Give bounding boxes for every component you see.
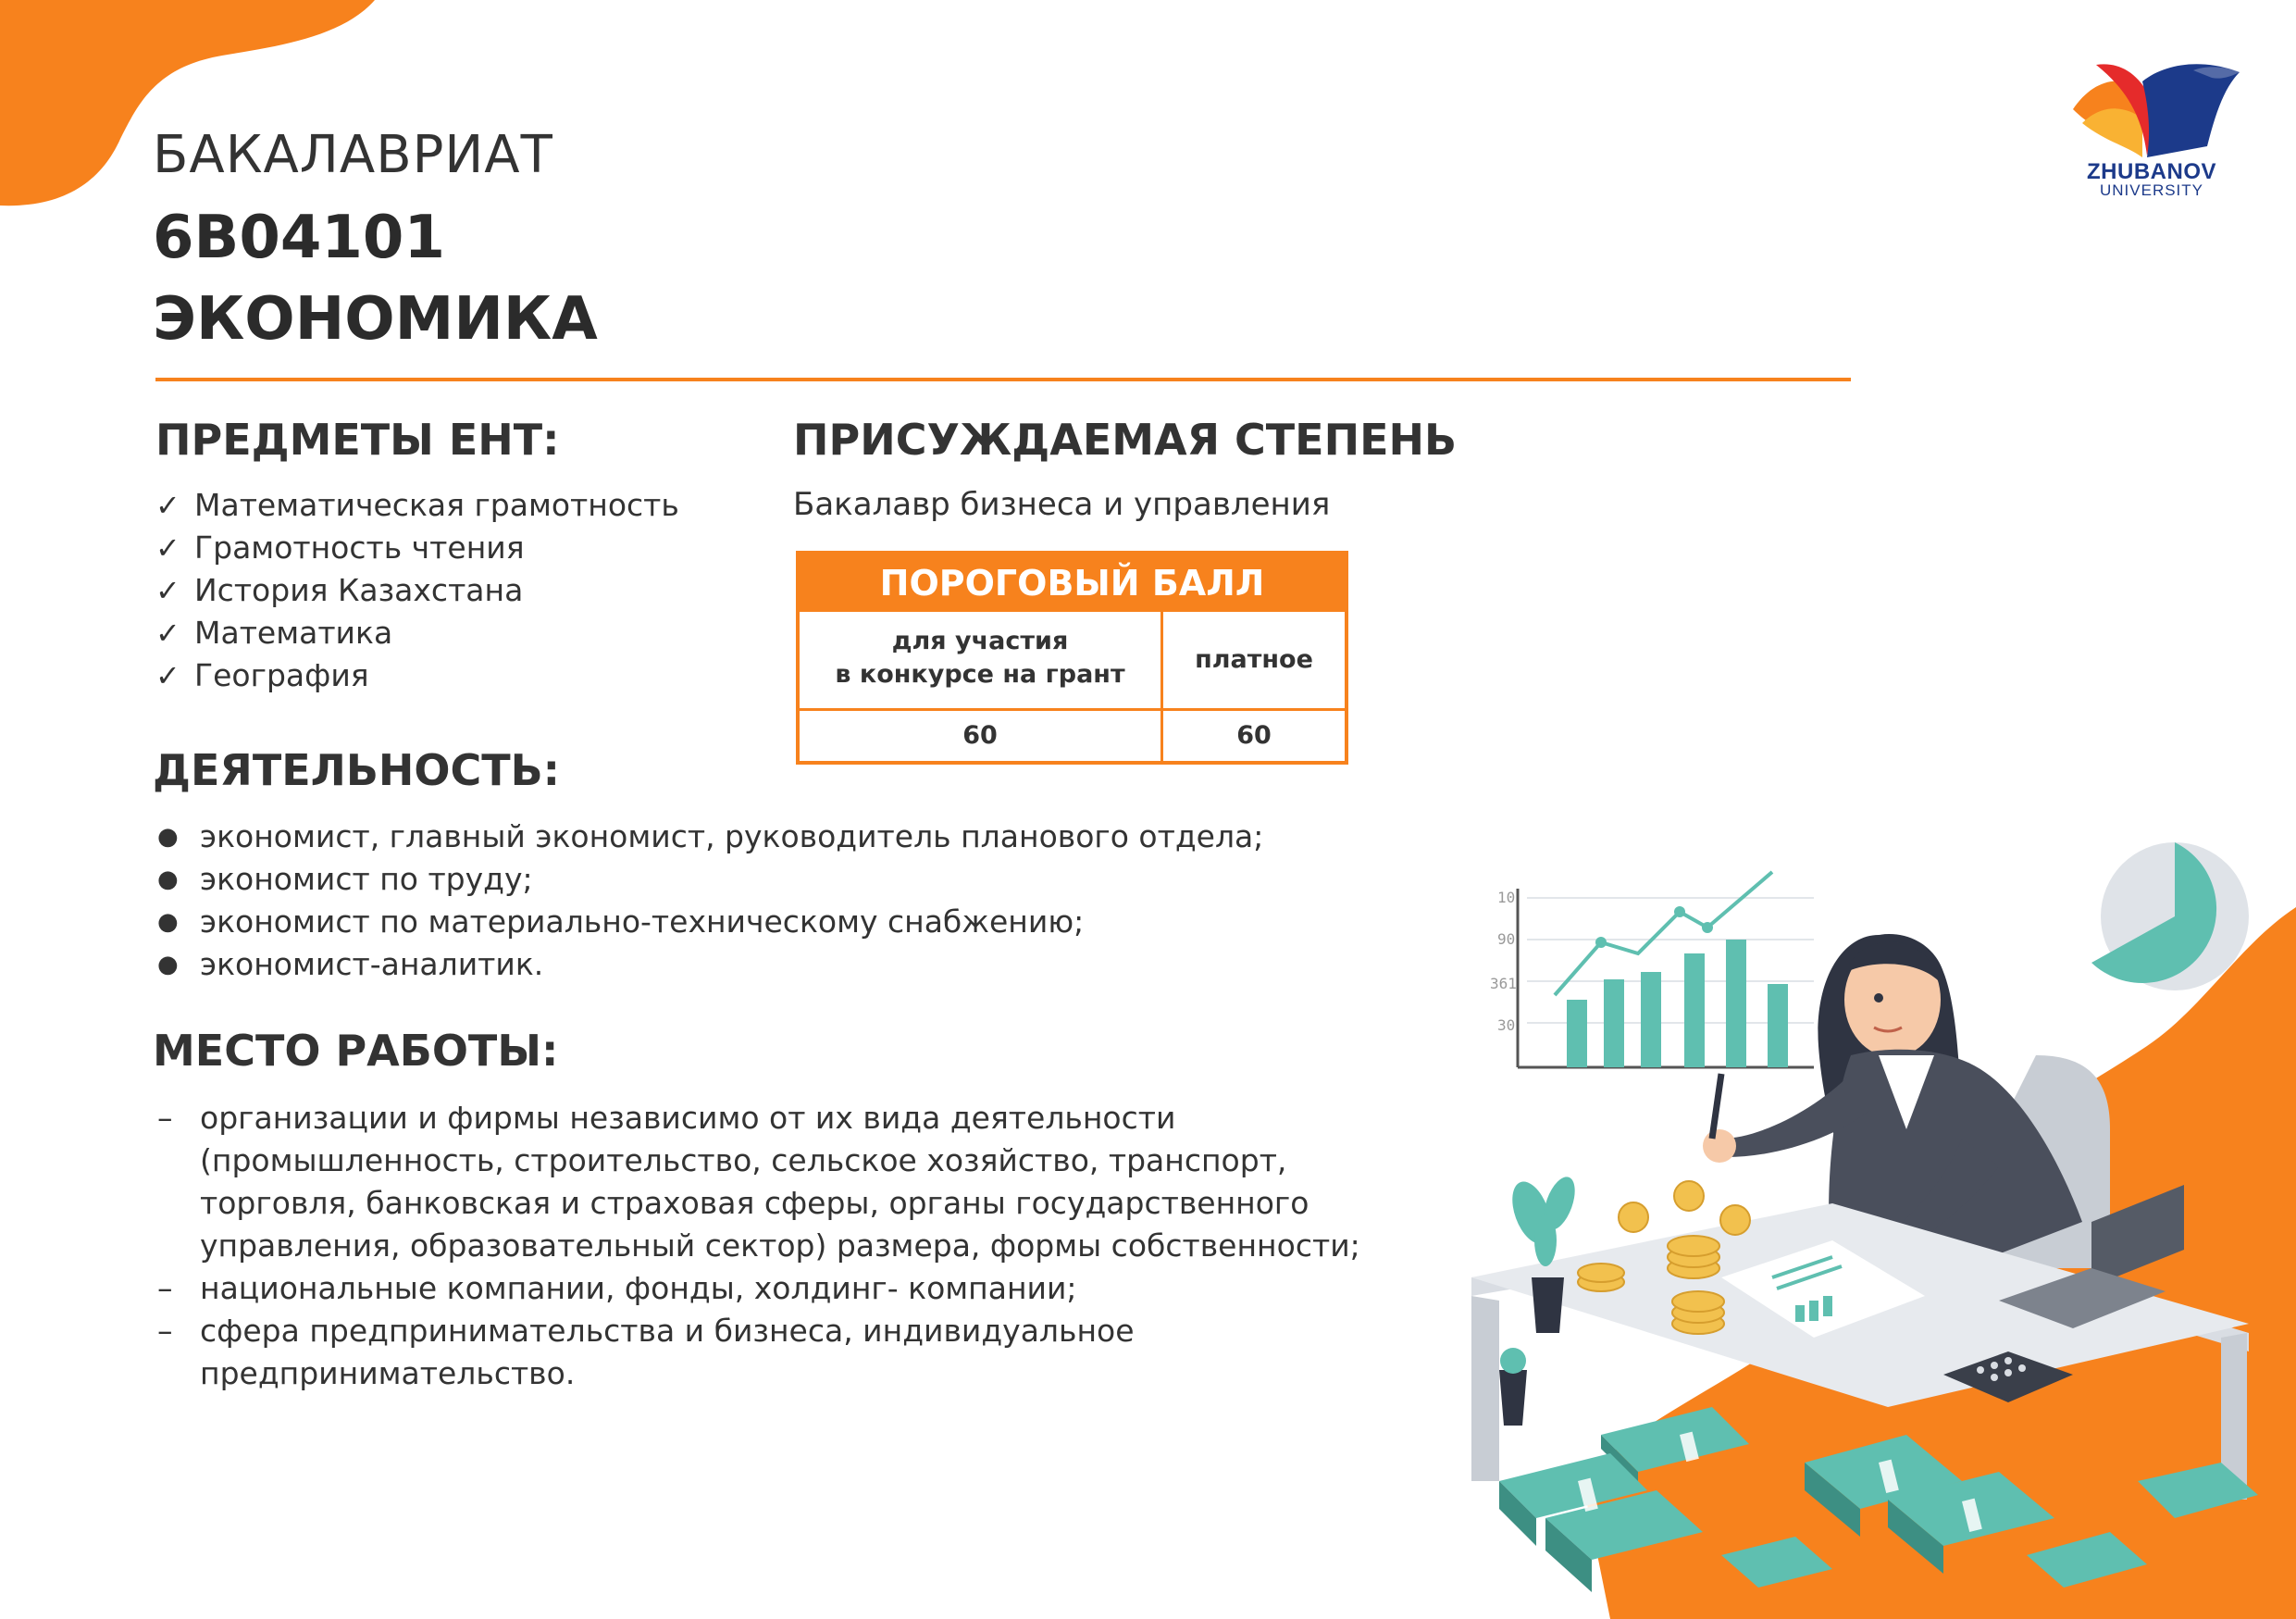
degree-heading: ПРИСУЖДАЕМАЯ СТЕПЕНЬ (793, 415, 1458, 465)
workplace-list (157, 1097, 1434, 1395)
bullet-icon: ● (157, 951, 179, 978)
degree-text: Бакалавр бизнеса и управления (793, 486, 1331, 523)
logo-subtitle: UNIVERSITY (2099, 181, 2204, 199)
checkmark-icon: ✓ (155, 488, 180, 523)
list-item: ● экономист-аналитик. (157, 943, 1263, 986)
grant-score: 60 (962, 721, 998, 750)
bullet-icon: ● (157, 908, 179, 936)
activity-heading: ДЕЯТЕЛЬНОСТЬ: (153, 745, 561, 795)
checkmark-icon: ✓ (155, 658, 180, 693)
checkmark-icon: ✓ (155, 616, 180, 651)
program-name: ЭКОНОМИКА (153, 285, 598, 354)
threshold-table (796, 551, 1348, 765)
bullet-icon: ● (157, 866, 179, 893)
dash-icon: – (157, 1100, 173, 1136)
activity-list (157, 816, 1263, 986)
list-item: ✓ Математика (155, 612, 679, 654)
list-item: – национальные компании, фонды, холдинг- компании; (157, 1267, 1434, 1310)
bar-chart-icon (1490, 872, 1814, 1067)
degree-level: БАКАЛАВРИАТ (153, 125, 553, 185)
paid-column-header: платное (1195, 645, 1313, 674)
list-item: – сфера предпринимательства и бизнеса, индивидуальное предпринимательство. (157, 1310, 1434, 1395)
workplace-heading: МЕСТО РАБОТЫ: (153, 1026, 559, 1076)
paid-score: 60 (1236, 721, 1272, 750)
bullet-icon: ● (157, 823, 179, 851)
checkmark-icon: ✓ (155, 573, 180, 608)
dash-icon: – (157, 1313, 173, 1349)
list-item: ✓ История Казахстана (155, 569, 679, 612)
dash-icon: – (157, 1270, 173, 1306)
chart-tick: 30 (1497, 1016, 1516, 1034)
chart-tick: 10 (1497, 889, 1516, 906)
list-item: ✓ Математическая грамотность (155, 484, 679, 527)
list-item: ✓ География (155, 654, 679, 697)
ent-subjects-heading: ПРЕДМЕТЫ ЕНТ: (155, 415, 560, 465)
ent-subjects-list (155, 484, 679, 697)
list-item: ● экономист по труду; (157, 858, 1263, 901)
chart-tick: 361 (1490, 975, 1517, 992)
threshold-table-title: ПОРОГОВЫЙ БАЛЛ (800, 554, 1345, 612)
pie-chart-icon (2091, 842, 2249, 990)
program-code: 6B04101 (153, 204, 445, 272)
chart-tick: 90 (1497, 930, 1516, 948)
list-item: ● экономист по материально-техническому снабжению; (157, 901, 1263, 943)
grant-column-header: для участия в конкурсе на грант (835, 627, 1125, 689)
list-item: ● экономист, главный экономист, руководитель планового отдела; (157, 816, 1263, 858)
list-item: – организации и фирмы независимо от их вида деятельности (промышленность, строительство, сельское хозяйство, транспорт, торговля, банковская и страховая сферы, органы государственного управления, образовательный сектор) размера, формы собственности; (157, 1097, 1434, 1267)
logo-name: ZHUBANOV (2087, 159, 2216, 184)
checkmark-icon: ✓ (155, 530, 180, 566)
table-divider (800, 708, 1345, 711)
divider-line (155, 378, 1851, 381)
list-item: ✓ Грамотность чтения (155, 527, 679, 569)
economist-illustration (1444, 833, 2296, 1619)
